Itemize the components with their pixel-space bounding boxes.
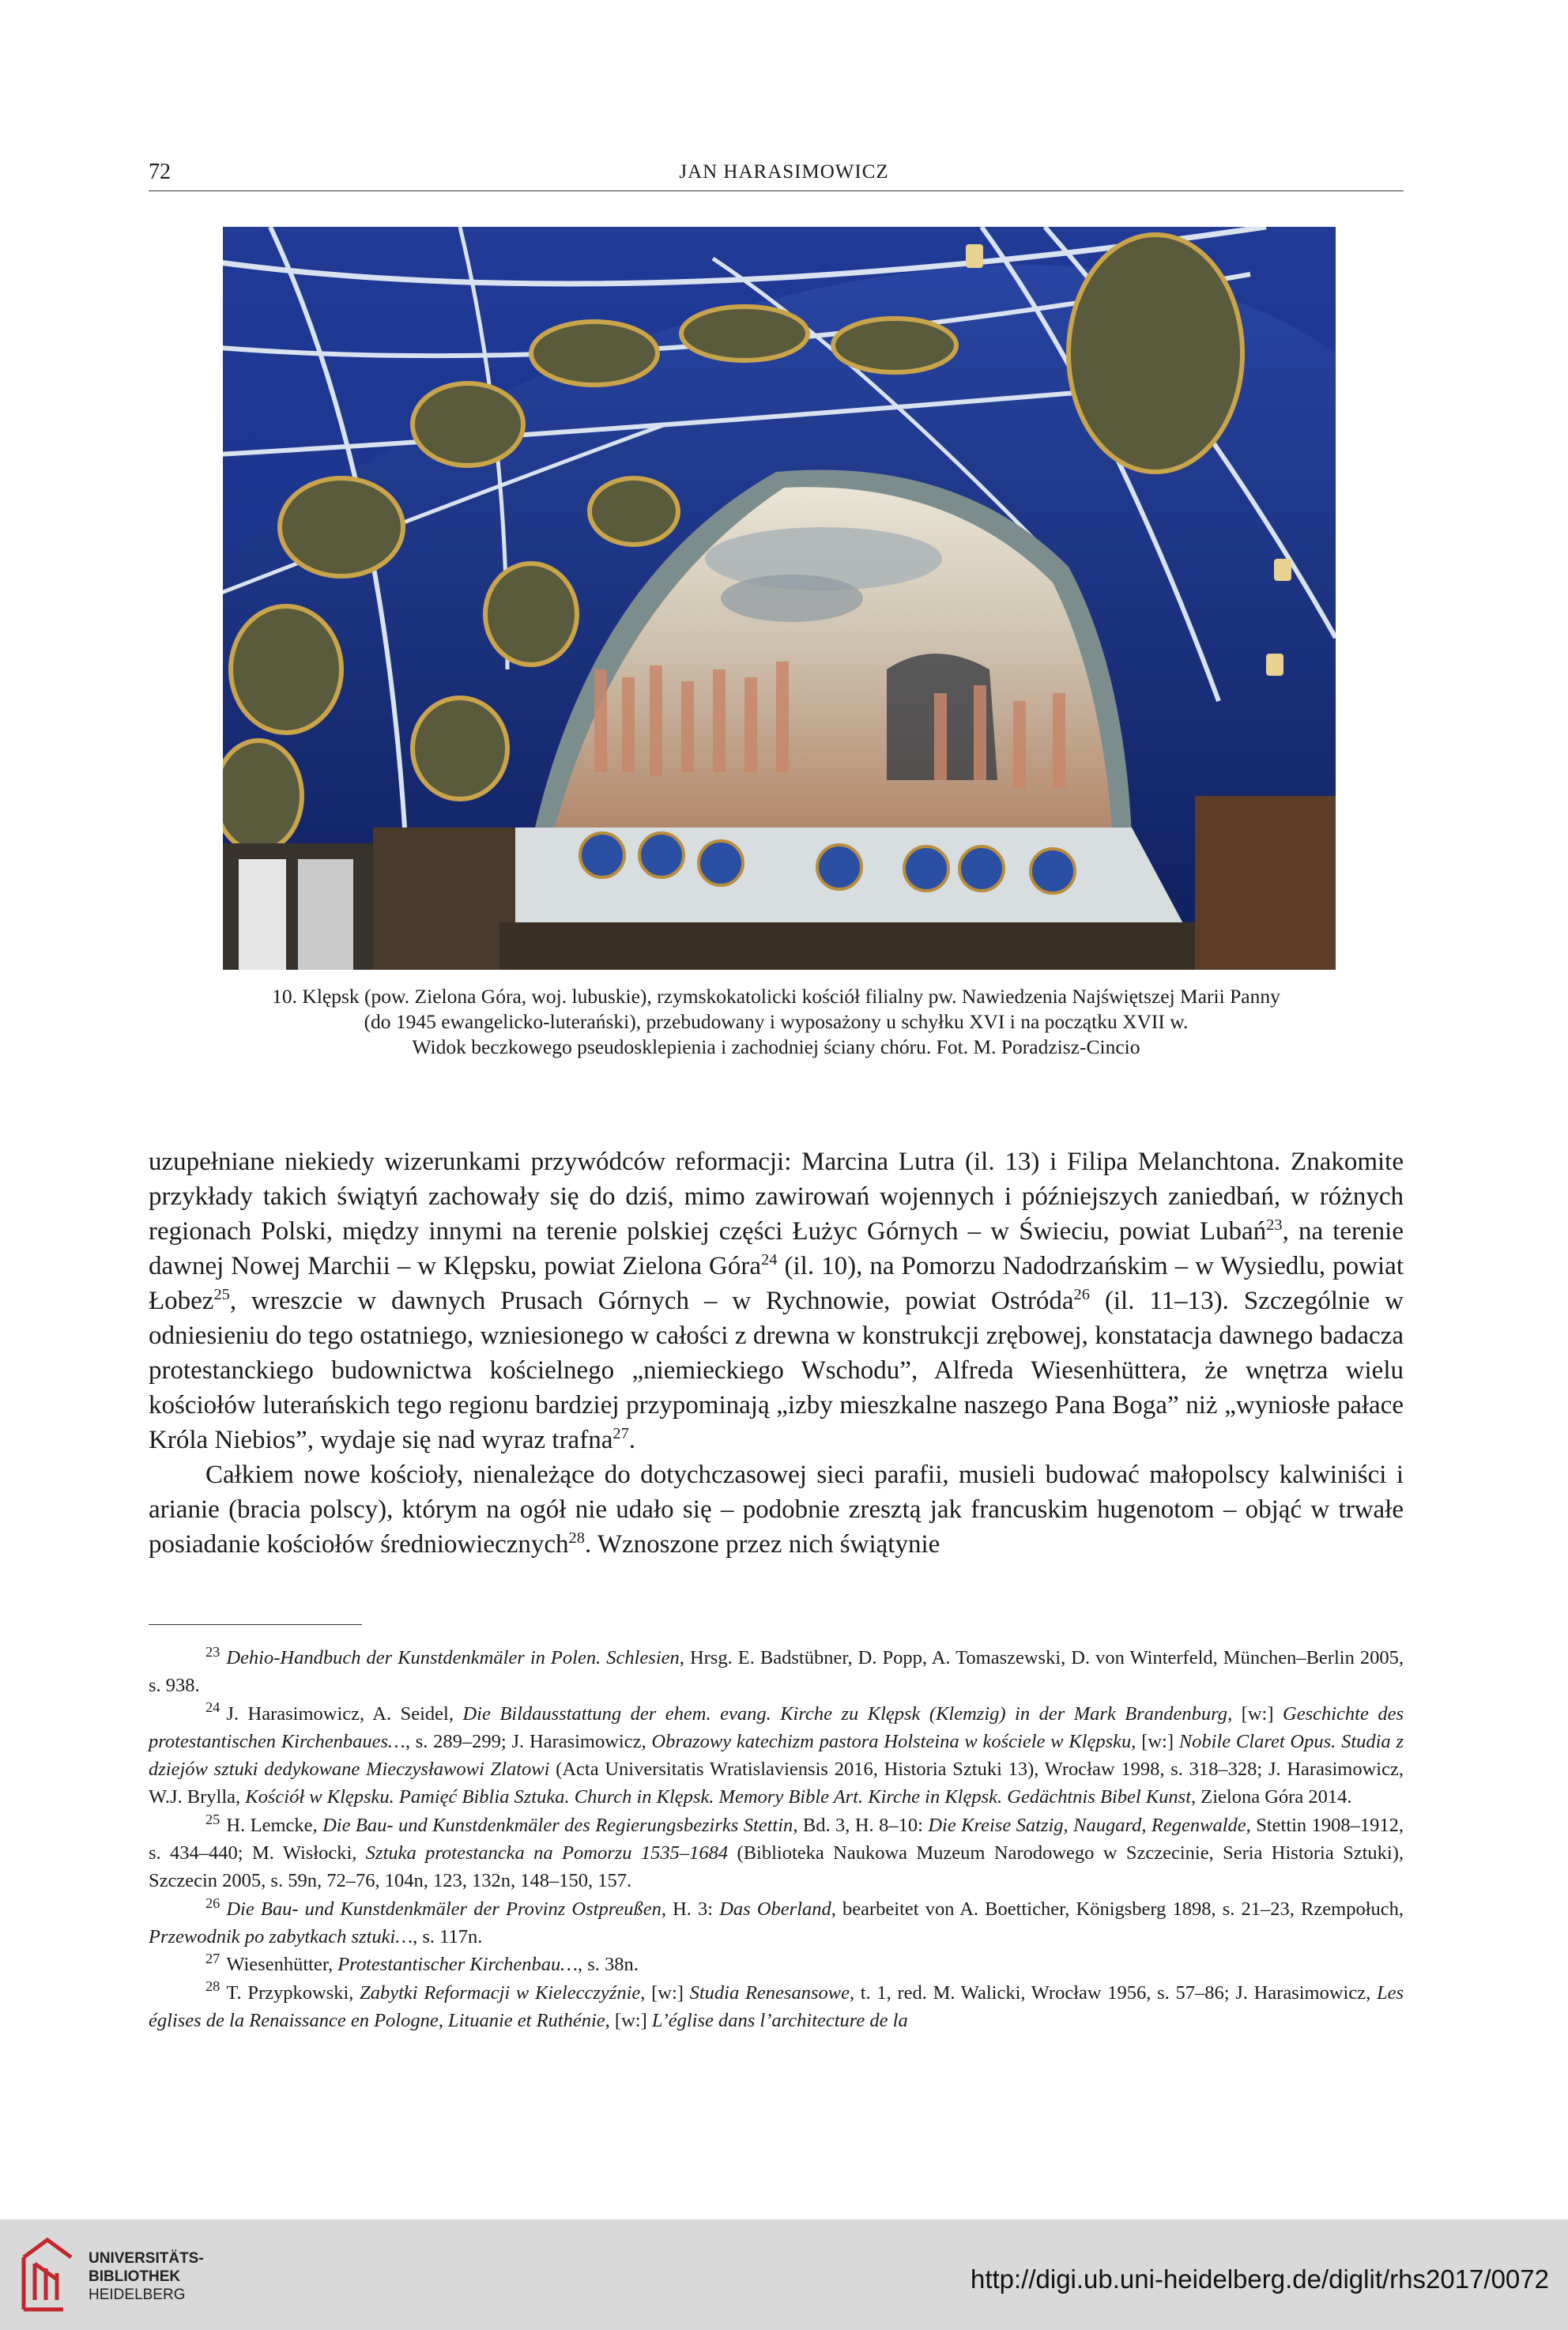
running-head: JAN HARASIMOWICZ [679, 161, 889, 183]
footer-bar [0, 2219, 1568, 2330]
figure-photo [223, 227, 1336, 970]
page-number: 72 [149, 160, 171, 184]
paragraph: uzupełniane niekiedy wizerunkami przywódców reformacji: Marcina Lutra (il. 13) i Filipa Melanchtona. Znakomite przykłady takich świątyń zachowały się do dziś, mimo zawirowań wojennych i późniejszych zaniedbań, w różnych regionach Polski, między innymi na terenie polskiej części Łużyc Górnych – w Świeciu, powiat Lubań$^{23}$, na terenie dawnej Nowej Marchii – w Klępsku, powiat Zielona Góra$^{24}$ (il. 10), na Pomorzu Nadodrzańskim – w Wysiedlu, powiat Łobez$^{25}$, wreszcie w dawnych Prusach Górnych – w Rychnowie, powiat Ostróda$^{26}$ (il. 11–13). Szczególnie w odniesieniu do tego ostatniego, wzniesionego w całości z drewna w konstrukcji zrębowej, konstatacja dawnego badacza protestanckiego budownictwa kościelnego „niemieckiego Wschodu”, Alfreda Wiesenhüttera, że wnętrza wielu kościołów luterańskich tego regionu bardziej przypominają „izby mieszkalne naszego Pana Boga” niż „wyniosłe pałace Króla Niebios”, wydaje się nad wyraz trafna$^{27}$. [149, 1148, 1404, 1454]
footnote-ref: 27 [612, 1425, 629, 1442]
footnote-ref: 28 [568, 1529, 585, 1547]
footnotes [149, 1644, 1404, 2034]
header-rule [149, 190, 1404, 191]
footnote-27: $^{27}$ Wiesenhütter, Protestantischer Kirchenbau…, s. 38n. [205, 1951, 639, 1976]
footnote-24: $^{24}$ J. Harasimowicz, A. Seidel, Die Bildausstattung der ehem. evang. Kirche zu Klępsk (Klemzig) in der Mark Brandenburg, [w:] Geschichte des protestantischen Kirchenbaues…, s. 289–299; J. Harasimowicz, Obrazowy katechizm pastora Holsteina w kościele w Klępsku, [w:] Nobile Claret Opus. Studia z dziejów sztuki dedykowane Mieczysławowi Zlatowi (Acta Universitatis Wratislaviensis 2016, Historia Sztuki 13), Wrocław 1998, s. 318–328; J. Harasimowicz, W.J. Brylla, Kościół w Klępsku. Pamięć Biblia Sztuka. Church in Klępsk. Memory Bible Art. Kirche in Klępsk. Gedächtnis Bibel Kunst, Zielona Góra 2014. [149, 1699, 1404, 1808]
footnote-23: $^{23}$ Dehio-Handbuch der Kunstdenkmäler in Polen. Schlesien, Hrsg. E. Badstübner, D. Popp, A. Tomaszewski, D. von Winterfeld, München–Berlin 2005, s. 938. [149, 1643, 1404, 1697]
footnote-rule [149, 1624, 362, 1625]
library-name: UNIVERSITÄTS- BIBLIOTHEK HEIDELBERG [89, 2250, 204, 2303]
figure-caption [149, 984, 1404, 1060]
footnote-ref: 25 [213, 1286, 230, 1303]
footnote-26: $^{26}$ Die Bau- und Kunstdenkmäler der Provinz Ostpreußen, H. 3: Das Oberland, bearbeitet von A. Boetticher, Königsberg 1898, s. 21–23, Rzempołuch, Przewodnik po zabytkach sztuki…, s. 117n. [149, 1895, 1404, 1947]
caption-line: 10. Klępsk (pow. Zielona Góra, woj. lubuskie), rzymskokatolicki kościół filialny pw. Nawiedzenia Najświętszej Marii Panny [272, 985, 1280, 1008]
caption-line: (do 1945 ewangelicko-luterański), przebudowany i wyposażony u schyłku XVI i na początku XVII w. [364, 1010, 1189, 1033]
footnote-25: $^{25}$ H. Lemcke, Die Bau- und Kunstdenkmäler des Regierungsbezirks Stettin, Bd. 3, H. 8–10: Die Kreise Satzig, Naugard, Regenwalde, Stettin 1908–1912, s. 434–440; M. Wisłocki, Sztuka protestancka na Pomorzu 1535–1684 (Biblioteka Naukowa Muzeum Narodowego w Szczecinie, Seria Historia Sztuki), Szczecin 2005, s. 59n, 72–76, 104n, 123, 132n, 148–150, 157. [149, 1811, 1404, 1892]
footnote-ref: 24 [761, 1251, 778, 1269]
source-url-link[interactable]: http://digi.ub.uni-heidelberg.de/diglit/rhs2017/0072 [970, 2264, 1549, 2294]
paragraph: Całkiem nowe kościoły, nienależące do dotychczasowej sieci parafii, musieli budować małopolscy kalwiniści i arianie (bracia polscy), którym na ogół nie udało się – podobnie zresztą jak francuskim hugenotom – objąć w trwałe posiadanie kościołów średniowiecznych$^{28}$. Wznoszone przez nich świątynie [149, 1461, 1404, 1559]
footnote-28: $^{28}$ T. Przypkowski, Zabytki Reformacji w Kielecczyźnie, [w:] Studia Renesansowe, t. 1, red. M. Walicki, Wrocław 1956, s. 57–86; J. Harasimowicz, Les églises de la Renaissance en Pologne, Lituanie et Ruthénie, [w:] L’église dans l’architecture de la [149, 1978, 1404, 2031]
library-logo-icon [16, 2234, 79, 2316]
footnote-ref: 23 [1266, 1216, 1283, 1234]
footnote-ref: 26 [1073, 1286, 1090, 1303]
caption-line: Widok beczkowego pseudosklepienia i zachodniej ściany chóru. Fot. M. Poradzisz-Cincio [412, 1035, 1140, 1058]
body-text [149, 1144, 1404, 1562]
church-vault-photo [223, 227, 1336, 970]
